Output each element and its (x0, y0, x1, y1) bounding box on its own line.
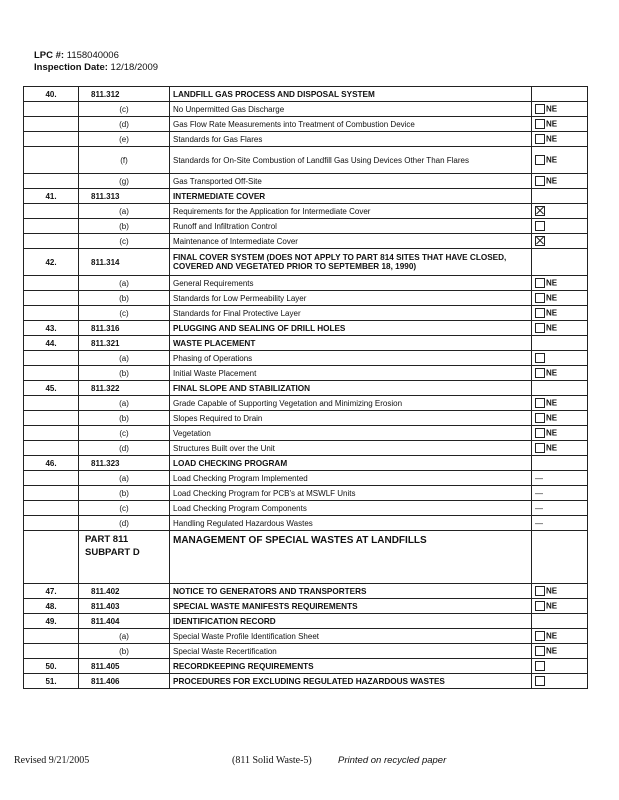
checkbox[interactable] (535, 134, 545, 144)
section-code: 811.402 (79, 584, 170, 599)
item-description: Gas Flow Rate Measurements into Treatment of Combustion Device (170, 117, 532, 132)
inspection-date-label: Inspection Date: (34, 62, 108, 73)
item-row (24, 441, 588, 456)
item-row (24, 219, 588, 234)
section-number: 41. (24, 189, 79, 204)
dash-mark: — (535, 488, 543, 498)
ne-label: NE (546, 631, 558, 641)
item-number-blank (24, 219, 79, 234)
item-description: Standards for Gas Flares (170, 132, 532, 147)
item-description: Load Checking Program for PCB's at MSWLF Units (170, 486, 532, 501)
status-cell (532, 426, 588, 441)
item-subsection: (a) (79, 471, 170, 486)
item-row (24, 117, 588, 132)
item-description: Grade Capable of Supporting Vegetation and Minimizing Erosion (170, 396, 532, 411)
item-subsection: (e) (79, 132, 170, 147)
item-row (24, 501, 588, 516)
item-row (24, 276, 588, 291)
status-cell (532, 249, 588, 276)
section-row (24, 456, 588, 471)
section-code: 811.321 (79, 336, 170, 351)
item-description: Load Checking Program Implemented (170, 471, 532, 486)
item-subsection: (c) (79, 426, 170, 441)
footer-recycled-note: Printed on recycled paper (338, 755, 447, 766)
item-description: Structures Built over the Unit (170, 441, 532, 456)
item-row (24, 629, 588, 644)
item-number-blank (24, 276, 79, 291)
status-cell (532, 219, 588, 234)
item-number-blank (24, 132, 79, 147)
item-number-blank (24, 486, 79, 501)
item-description: Runoff and Infiltration Control (170, 219, 532, 234)
item-number-blank (24, 306, 79, 321)
status-cell (532, 117, 588, 132)
checked-checkbox[interactable] (535, 206, 545, 216)
item-number-blank (24, 366, 79, 381)
item-row (24, 147, 588, 174)
item-row (24, 486, 588, 501)
item-number-blank (24, 396, 79, 411)
status-cell (532, 204, 588, 219)
checkbox[interactable] (535, 631, 545, 641)
section-number: 45. (24, 381, 79, 396)
section-row (24, 189, 588, 204)
section-row (24, 336, 588, 351)
status-cell (532, 321, 588, 336)
section-code: 811.405 (79, 659, 170, 674)
dash-mark: — (535, 473, 543, 483)
checkbox[interactable] (535, 278, 545, 288)
section-number: 44. (24, 336, 79, 351)
checkbox[interactable] (535, 586, 545, 596)
item-row (24, 471, 588, 486)
dash-mark: — (535, 503, 543, 513)
item-row (24, 426, 588, 441)
section-number: 50. (24, 659, 79, 674)
item-description: Phasing of Operations (170, 351, 532, 366)
checkbox[interactable] (535, 323, 545, 333)
dash-mark: — (535, 518, 543, 528)
status-cell (532, 381, 588, 396)
checkbox[interactable] (535, 353, 545, 363)
section-number: 43. (24, 321, 79, 336)
item-subsection: (c) (79, 501, 170, 516)
item-subsection: (b) (79, 366, 170, 381)
item-subsection: (c) (79, 306, 170, 321)
section-title: FINAL COVER SYSTEM (DOES NOT APPLY TO PART 814 SITES THAT HAVE CLOSED, COVERED AND VEGETATED PRIOR TO SEPTEMBER 18, 1990) (170, 249, 532, 276)
section-code: 811.323 (79, 456, 170, 471)
item-subsection: (a) (79, 204, 170, 219)
item-number-blank (24, 629, 79, 644)
section-title: PLUGGING AND SEALING OF DRILL HOLES (170, 321, 532, 336)
item-row (24, 306, 588, 321)
status-cell (532, 132, 588, 147)
item-description: Slopes Required to Drain (170, 411, 532, 426)
checkbox[interactable] (535, 176, 545, 186)
item-subsection: (c) (79, 234, 170, 249)
item-description: Requirements for the Application for Intermediate Cover (170, 204, 532, 219)
item-subsection: (b) (79, 411, 170, 426)
ne-label: NE (546, 646, 558, 656)
status-cell (532, 614, 588, 629)
item-subsection: (b) (79, 486, 170, 501)
ne-label: NE (546, 308, 558, 318)
item-description: Special Waste Recertification (170, 644, 532, 659)
item-subsection: (g) (79, 174, 170, 189)
section-code: 811.316 (79, 321, 170, 336)
status-cell (532, 659, 588, 674)
ne-label: NE (546, 278, 558, 288)
status-cell (532, 501, 588, 516)
item-subsection: (b) (79, 291, 170, 306)
status-cell (532, 276, 588, 291)
item-subsection: (a) (79, 629, 170, 644)
checkbox[interactable] (535, 601, 545, 611)
item-description: General Requirements (170, 276, 532, 291)
section-row (24, 381, 588, 396)
item-description: Handling Regulated Hazardous Wastes (170, 516, 532, 531)
section-title: IDENTIFICATION RECORD (170, 614, 532, 629)
footer-form-id: (811 Solid Waste-5) (232, 755, 312, 766)
ne-label: NE (546, 323, 558, 333)
section-row (24, 674, 588, 689)
section-code: 811.314 (79, 249, 170, 276)
item-row (24, 411, 588, 426)
item-number-blank (24, 147, 79, 174)
section-title: NOTICE TO GENERATORS AND TRANSPORTERS (170, 584, 532, 599)
item-description: Standards for Final Protective Layer (170, 306, 532, 321)
section-code: 811.404 (79, 614, 170, 629)
status-cell (532, 629, 588, 644)
lpc-label: LPC #: (34, 50, 65, 61)
section-row (24, 659, 588, 674)
ne-label: NE (546, 601, 558, 611)
item-number-blank (24, 644, 79, 659)
part-number-blank (24, 531, 79, 584)
item-description: Load Checking Program Components (170, 501, 532, 516)
section-code: 811.403 (79, 599, 170, 614)
section-row (24, 321, 588, 336)
ne-label: NE (546, 586, 558, 596)
item-number-blank (24, 501, 79, 516)
section-code: 811.313 (79, 189, 170, 204)
item-number-blank (24, 204, 79, 219)
status-cell (532, 366, 588, 381)
section-number: 51. (24, 674, 79, 689)
section-title: RECORDKEEPING REQUIREMENTS (170, 659, 532, 674)
status-cell (532, 471, 588, 486)
ne-label: NE (546, 176, 558, 186)
section-row (24, 249, 588, 276)
lpc-number (34, 50, 119, 61)
ne-label: NE (546, 428, 558, 438)
checkbox[interactable] (535, 443, 545, 453)
item-row (24, 644, 588, 659)
checkbox[interactable] (535, 119, 545, 129)
item-subsection: (f) (79, 147, 170, 174)
item-row (24, 516, 588, 531)
section-row (24, 584, 588, 599)
section-row (24, 599, 588, 614)
status-cell (532, 291, 588, 306)
item-row (24, 102, 588, 117)
status-cell (532, 306, 588, 321)
item-subsection: (d) (79, 117, 170, 132)
item-row (24, 351, 588, 366)
status-cell (532, 87, 588, 102)
checkbox[interactable] (535, 646, 545, 656)
item-description: Standards for Low Permeability Layer (170, 291, 532, 306)
checkbox[interactable] (535, 661, 545, 671)
status-cell (532, 584, 588, 599)
checkbox[interactable] (535, 428, 545, 438)
item-row (24, 396, 588, 411)
item-number-blank (24, 102, 79, 117)
status-cell (532, 351, 588, 366)
status-cell (532, 189, 588, 204)
item-number-blank (24, 234, 79, 249)
item-row (24, 174, 588, 189)
item-description: Maintenance of Intermediate Cover (170, 234, 532, 249)
section-title: LANDFILL GAS PROCESS AND DISPOSAL SYSTEM (170, 87, 532, 102)
ne-label: NE (546, 443, 558, 453)
section-code: 811.406 (79, 674, 170, 689)
item-number-blank (24, 117, 79, 132)
item-subsection: (a) (79, 351, 170, 366)
status-cell (532, 411, 588, 426)
status-cell (532, 336, 588, 351)
part-heading-row (24, 531, 588, 584)
inspection-date-value: 12/18/2009 (110, 62, 159, 73)
ne-label: NE (546, 119, 558, 129)
part-title: MANAGEMENT OF SPECIAL WASTES AT LANDFILLS (170, 531, 532, 584)
section-row (24, 614, 588, 629)
item-row (24, 132, 588, 147)
ne-label: NE (546, 155, 558, 165)
lpc-value: 1158040006 (66, 50, 119, 61)
section-title: PROCEDURES FOR EXCLUDING REGULATED HAZARDOUS WASTES (170, 674, 532, 689)
status-cell (532, 234, 588, 249)
status-cell (532, 174, 588, 189)
status-cell (532, 456, 588, 471)
part-code: PART 811 SUBPART D (79, 531, 170, 584)
inspection-date (34, 62, 158, 73)
checkbox[interactable] (535, 293, 545, 303)
item-row (24, 291, 588, 306)
item-number-blank (24, 516, 79, 531)
section-number: 49. (24, 614, 79, 629)
checkbox[interactable] (535, 398, 545, 408)
item-number-blank (24, 426, 79, 441)
item-row (24, 204, 588, 219)
checked-checkbox[interactable] (535, 236, 545, 246)
ne-label: NE (546, 413, 558, 423)
section-number: 40. (24, 87, 79, 102)
section-code: 811.312 (79, 87, 170, 102)
item-subsection: (c) (79, 102, 170, 117)
item-subsection: (d) (79, 516, 170, 531)
item-row (24, 366, 588, 381)
item-description: Gas Transported Off-Site (170, 174, 532, 189)
item-number-blank (24, 351, 79, 366)
ne-label: NE (546, 104, 558, 114)
checkbox[interactable] (535, 413, 545, 423)
ne-label: NE (546, 134, 558, 144)
footer-revised: Revised 9/21/2005 (14, 755, 90, 766)
section-title: SPECIAL WASTE MANIFESTS REQUIREMENTS (170, 599, 532, 614)
item-number-blank (24, 441, 79, 456)
item-subsection: (a) (79, 396, 170, 411)
item-description: No Unpermitted Gas Discharge (170, 102, 532, 117)
item-description: Standards for On-Site Combustion of Landfill Gas Using Devices Other Than Flares (170, 147, 532, 174)
item-number-blank (24, 291, 79, 306)
item-number-blank (24, 411, 79, 426)
section-row (24, 87, 588, 102)
section-number: 47. (24, 584, 79, 599)
ne-label: NE (546, 398, 558, 408)
status-cell (532, 102, 588, 117)
status-cell (532, 531, 588, 584)
item-number-blank (24, 174, 79, 189)
item-subsection: (a) (79, 276, 170, 291)
ne-label: NE (546, 368, 558, 378)
status-cell (532, 674, 588, 689)
status-cell (532, 599, 588, 614)
section-title: WASTE PLACEMENT (170, 336, 532, 351)
status-cell (532, 486, 588, 501)
status-cell (532, 147, 588, 174)
item-number-blank (24, 471, 79, 486)
status-cell (532, 396, 588, 411)
checkbox[interactable] (535, 221, 545, 231)
checkbox[interactable] (535, 155, 545, 165)
section-code: 811.322 (79, 381, 170, 396)
section-number: 48. (24, 599, 79, 614)
section-number: 46. (24, 456, 79, 471)
item-description: Vegetation (170, 426, 532, 441)
section-number: 42. (24, 249, 79, 276)
status-cell (532, 644, 588, 659)
item-subsection: (b) (79, 219, 170, 234)
checkbox[interactable] (535, 308, 545, 318)
ne-label: NE (546, 293, 558, 303)
item-description: Special Waste Profile Identification Sheet (170, 629, 532, 644)
item-subsection: (d) (79, 441, 170, 456)
item-subsection: (b) (79, 644, 170, 659)
status-cell (532, 516, 588, 531)
checkbox[interactable] (535, 368, 545, 378)
item-row (24, 234, 588, 249)
section-title: FINAL SLOPE AND STABILIZATION (170, 381, 532, 396)
checkbox[interactable] (535, 104, 545, 114)
inspection-checklist-table (23, 86, 588, 689)
item-description: Initial Waste Placement (170, 366, 532, 381)
section-title: INTERMEDIATE COVER (170, 189, 532, 204)
status-cell (532, 441, 588, 456)
section-title: LOAD CHECKING PROGRAM (170, 456, 532, 471)
checkbox[interactable] (535, 676, 545, 686)
